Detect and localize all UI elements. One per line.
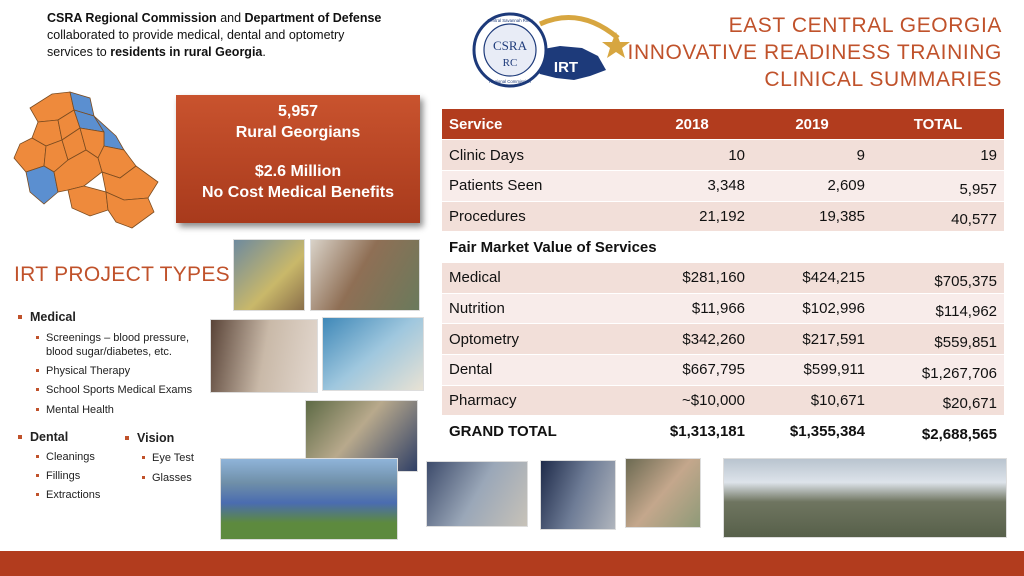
bullet-fillings-label: Fillings xyxy=(46,470,81,482)
cell-total: 40,577 xyxy=(872,201,1004,232)
cell-2018: 3,348 xyxy=(632,170,752,201)
cell-2019: 19,385 xyxy=(752,201,872,232)
benefits-callout xyxy=(176,95,420,223)
svg-text:Regional Commission: Regional Commission xyxy=(489,79,531,84)
slide-title xyxy=(628,12,1002,93)
grand-2018: $1,313,181 xyxy=(632,416,752,447)
footer-bar xyxy=(0,551,1024,576)
cell-2019: $599,911 xyxy=(752,355,872,386)
photo-medical-team xyxy=(233,239,305,311)
bullet-sports-exams-label: School Sports Medical Exams xyxy=(46,384,193,396)
photo-dental-care xyxy=(322,317,424,391)
bullet-square-icon xyxy=(142,476,145,479)
callout-count: 5,957 xyxy=(277,103,319,120)
callout-amount: $2.6 Million xyxy=(254,163,342,180)
svg-text:RC: RC xyxy=(502,57,518,69)
photo-eye-exam xyxy=(210,319,318,393)
bullet-sports-exams xyxy=(36,383,192,398)
clinical-summary-table xyxy=(442,109,1004,447)
cell-2018: $11,966 xyxy=(632,293,752,324)
cell-2019: $10,671 xyxy=(752,385,872,416)
bullet-cleanings-label: Cleanings xyxy=(46,451,95,463)
bullet-fillings xyxy=(36,469,80,484)
cell-2018: $667,795 xyxy=(632,355,752,386)
row-label: Procedures xyxy=(442,201,632,232)
row-label: Nutrition xyxy=(442,293,632,324)
cell-total: 19 xyxy=(872,140,1004,171)
grand-total: $2,688,565 xyxy=(872,416,1004,447)
photo-procedure xyxy=(625,458,701,528)
bullet-vision-label: Vision xyxy=(137,431,175,445)
cell-2019: $424,215 xyxy=(752,262,872,293)
cell-2018: $342,260 xyxy=(632,324,752,355)
svg-text:Central Savannah River: Central Savannah River xyxy=(487,18,533,23)
bullet-square-icon xyxy=(125,436,129,440)
grand-total-label: GRAND TOTAL xyxy=(442,416,632,447)
callout-count-label: Rural Georgians xyxy=(235,124,361,141)
table-row xyxy=(442,262,1004,293)
bullet-glasses xyxy=(142,471,192,486)
bullet-screenings-cont: blood sugar/diabetes, etc. xyxy=(46,346,172,358)
bullet-cleanings xyxy=(36,450,95,465)
bullet-mental-health-label: Mental Health xyxy=(46,404,114,416)
photo-physical-exam xyxy=(310,239,420,311)
cell-total: $705,375 xyxy=(872,262,1004,293)
star-icon xyxy=(602,32,630,58)
org-name: CSRA Regional Commission xyxy=(47,11,217,25)
dept-name: Department of Defense xyxy=(244,11,382,25)
table-row xyxy=(442,170,1004,201)
cell-2018: 10 xyxy=(632,140,752,171)
cell-2019: 9 xyxy=(752,140,872,171)
bullet-eye-test-label: Eye Test xyxy=(152,452,194,464)
header-2019: 2019 xyxy=(752,109,872,140)
grand-2019: $1,355,384 xyxy=(752,416,872,447)
cell-total: $114,962 xyxy=(872,293,1004,324)
cell-2018: 21,192 xyxy=(632,201,752,232)
bullet-physical-therapy-label: Physical Therapy xyxy=(46,365,131,377)
cell-2018: ~$10,000 xyxy=(632,385,752,416)
bullet-eye-test xyxy=(142,451,194,466)
title-line2: INNOVATIVE READINESS TRAINING xyxy=(627,41,1002,64)
intro-text xyxy=(47,10,427,61)
grand-total-row xyxy=(442,416,1004,447)
project-types-heading: IRT PROJECT TYPES xyxy=(14,263,230,286)
cell-2018: $281,160 xyxy=(632,262,752,293)
row-label: Pharmacy xyxy=(442,385,632,416)
bullet-dental xyxy=(18,430,68,445)
intro-and: and xyxy=(220,11,242,25)
photo-patient-visit xyxy=(426,461,528,527)
bullet-square-icon xyxy=(36,455,39,458)
photo-vision-test xyxy=(540,460,616,530)
row-label: Medical xyxy=(442,262,632,293)
header-service: Service xyxy=(442,109,632,140)
svg-text:IRT: IRT xyxy=(553,59,579,76)
table-header-row xyxy=(442,109,1004,140)
bullet-extractions xyxy=(36,488,100,503)
callout-amount-label: No Cost Medical Benefits xyxy=(201,184,395,201)
title-line3: CLINICAL SUMMARIES xyxy=(764,68,1002,91)
cell-2019: $217,591 xyxy=(752,324,872,355)
title-line1: EAST CENTRAL GEORGIA xyxy=(728,14,1002,37)
bullet-square-icon xyxy=(36,388,39,391)
bullet-screenings-label: Screenings – blood pressure, xyxy=(46,332,190,344)
table-row xyxy=(442,385,1004,416)
cell-total: 5,957 xyxy=(872,170,1004,201)
bullet-square-icon xyxy=(142,456,145,459)
bullet-square-icon xyxy=(18,315,22,319)
bullet-medical xyxy=(18,310,76,325)
bullet-screenings xyxy=(36,331,189,346)
bullet-vision xyxy=(125,431,174,446)
cell-total: $1,267,706 xyxy=(872,355,1004,386)
section-label: Fair Market Value of Services xyxy=(442,232,1004,263)
cell-2019: $102,996 xyxy=(752,293,872,324)
table-row xyxy=(442,324,1004,355)
table-row xyxy=(442,293,1004,324)
cell-total: $559,851 xyxy=(872,324,1004,355)
cell-2019: 2,609 xyxy=(752,170,872,201)
intro-line3: services to xyxy=(47,45,107,59)
table-row xyxy=(442,355,1004,386)
bullet-square-icon xyxy=(18,435,22,439)
georgia-county-map xyxy=(8,88,166,234)
row-label: Dental xyxy=(442,355,632,386)
cell-total: $20,671 xyxy=(872,385,1004,416)
table-row xyxy=(442,140,1004,171)
row-label: Optometry xyxy=(442,324,632,355)
bullet-dental-label: Dental xyxy=(30,430,69,444)
bullet-physical-therapy xyxy=(36,364,130,379)
bullet-square-icon xyxy=(36,369,39,372)
bullet-square-icon xyxy=(36,408,39,411)
bullet-glasses-label: Glasses xyxy=(152,472,192,484)
row-label: Clinic Days xyxy=(442,140,632,171)
svg-text:CSRA: CSRA xyxy=(493,38,527,53)
header-total: TOTAL xyxy=(872,109,1004,140)
csra-irt-logo xyxy=(470,10,630,92)
bullet-square-icon xyxy=(36,493,39,496)
intro-period: . xyxy=(262,45,266,59)
photo-sports-team xyxy=(220,458,398,540)
row-label: Patients Seen xyxy=(442,170,632,201)
bullet-square-icon xyxy=(36,336,39,339)
table-row xyxy=(442,201,1004,232)
bullet-extractions-label: Extractions xyxy=(46,489,101,501)
bullet-square-icon xyxy=(36,474,39,477)
photo-group-team xyxy=(723,458,1007,538)
intro-line2: collaborated to provide medical, dental and optometry xyxy=(47,28,345,42)
intro-residents: residents in rural Georgia xyxy=(110,45,263,59)
section-header-row xyxy=(442,232,1004,263)
header-2018: 2018 xyxy=(632,109,752,140)
bullet-mental-health xyxy=(36,403,114,418)
bullet-medical-label: Medical xyxy=(30,310,76,324)
